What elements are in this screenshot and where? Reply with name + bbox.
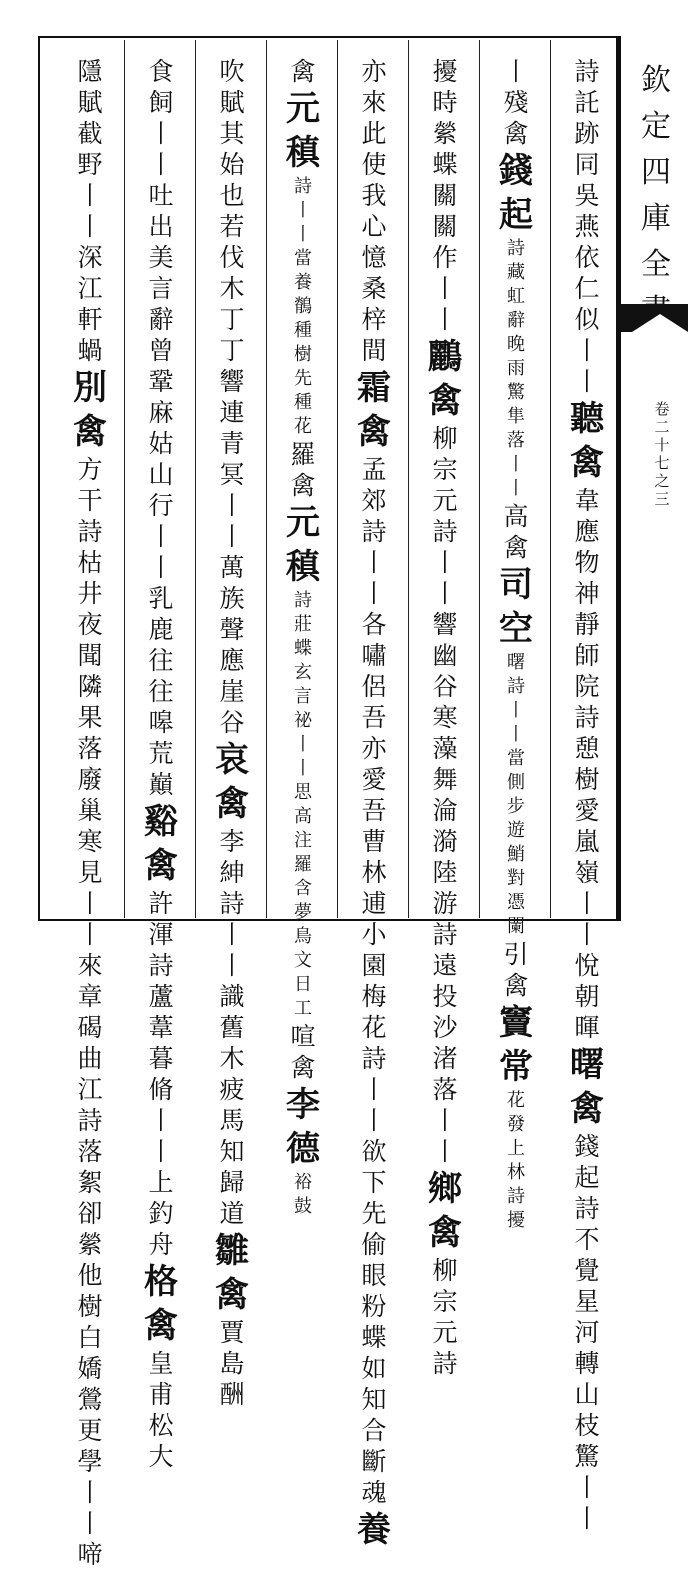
series-title: 欽 定 四 庫 全 bbox=[641, 63, 671, 282]
text-column: 擾 時 縈 蝶 關 關 作 丨 丨 鸝 禽 柳 宗 元 詩 丨 丨 響 幽 谷 寒 藻 舞 淪 漪 陸 游 詩 遠 投 沙 渚 落 丨 丨 鄉 禽 柳 宗 元 詩 bbox=[428, 57, 462, 1378]
text-column: 詩 託 跡 同 吳 燕 依 仁 似 丨 丨 聽 禽 韋 應 物 神 靜 師 院 詩 憩 樹 愛 嵐 嶺 丨 丨 悅 朝 暉 曙 禽 錢 起 詩 不 覺 星 河 轉 山 枝 驚 丨 丨 bbox=[570, 57, 604, 1533]
text-column: 亦 來 此 使 我 心 憶 桑 梓 間 霜 禽 孟 郊 詩 丨 丨 各 嘯 侶 吾 亦 愛 吾 曹 林 逋 小 園 梅 花 詩 丨 丨 欲 下 先 偷 眼 粉 蝶 如 知 合 斷 魂 養 bbox=[357, 57, 391, 1550]
column-divider bbox=[550, 40, 551, 918]
text-column: 丨 殘 禽 錢 起 詩 藏 虹 辭 晚 雨 驚 隼 落 丨 丨 高 禽 司 空 曙 詩 丨 丨 當 側 步 遊 鮹 對 憑 闌 引 禽 竇 常 花 發 上 林 詩 擾 bbox=[499, 57, 533, 1231]
column-divider bbox=[195, 40, 196, 918]
juan-label: 卷 二 十 七 之 三 bbox=[654, 400, 670, 508]
column-divider bbox=[266, 40, 267, 918]
column-divider bbox=[479, 40, 480, 918]
text-column: 食 飼 丨 丨 吐 出 美 言 辭 曾 鞏 麻 姑 山 行 丨 丨 乳 鹿 往 往 嗥 荒 巔 谿 禽 許 渾 詩 蘆 葦 暮 脩 丨 丨 上 釣 舟 格 禽 皇 甫 松 大 bbox=[144, 57, 178, 1471]
column-divider bbox=[337, 40, 338, 918]
column-divider bbox=[408, 40, 409, 918]
text-column: 禽 元 稹 詩 丨 丨 當 養 鶺 種 樹 先 種 花 羅 禽 元 稹 詩 莊 蝶 玄 言 祕 丨 丨 思 高 注 羅 含 夢 鳥 文 日 工 喧 禽 李 德 裕 鼓 bbox=[286, 57, 320, 1217]
fold-rule bbox=[618, 36, 621, 921]
text-column: 吹 賦 其 始 也 若 伐 木 丁 丁 響 連 青 冥 丨 丨 萬 族 聲 應 崖 谷 哀 禽 李 紳 詩 丨 丨 識 舊 木 疲 馬 知 歸 道 雛 禽 賈 島 酬 bbox=[215, 57, 249, 1409]
text-column: 隱 賦 截 野 丨 丨 深 江 軒 蝸 別 禽 方 干 詩 枯 井 夜 聞 隣 果 落 廢 巢 寒 見 丨 丨 來 章 碣 曲 江 詩 落 絮 卻 縈 他 樹 白 嬌 鶯 更 學 丨 丨 啼 bbox=[73, 57, 107, 1569]
fishtail-mark-icon bbox=[618, 304, 688, 332]
column-divider bbox=[124, 40, 125, 918]
